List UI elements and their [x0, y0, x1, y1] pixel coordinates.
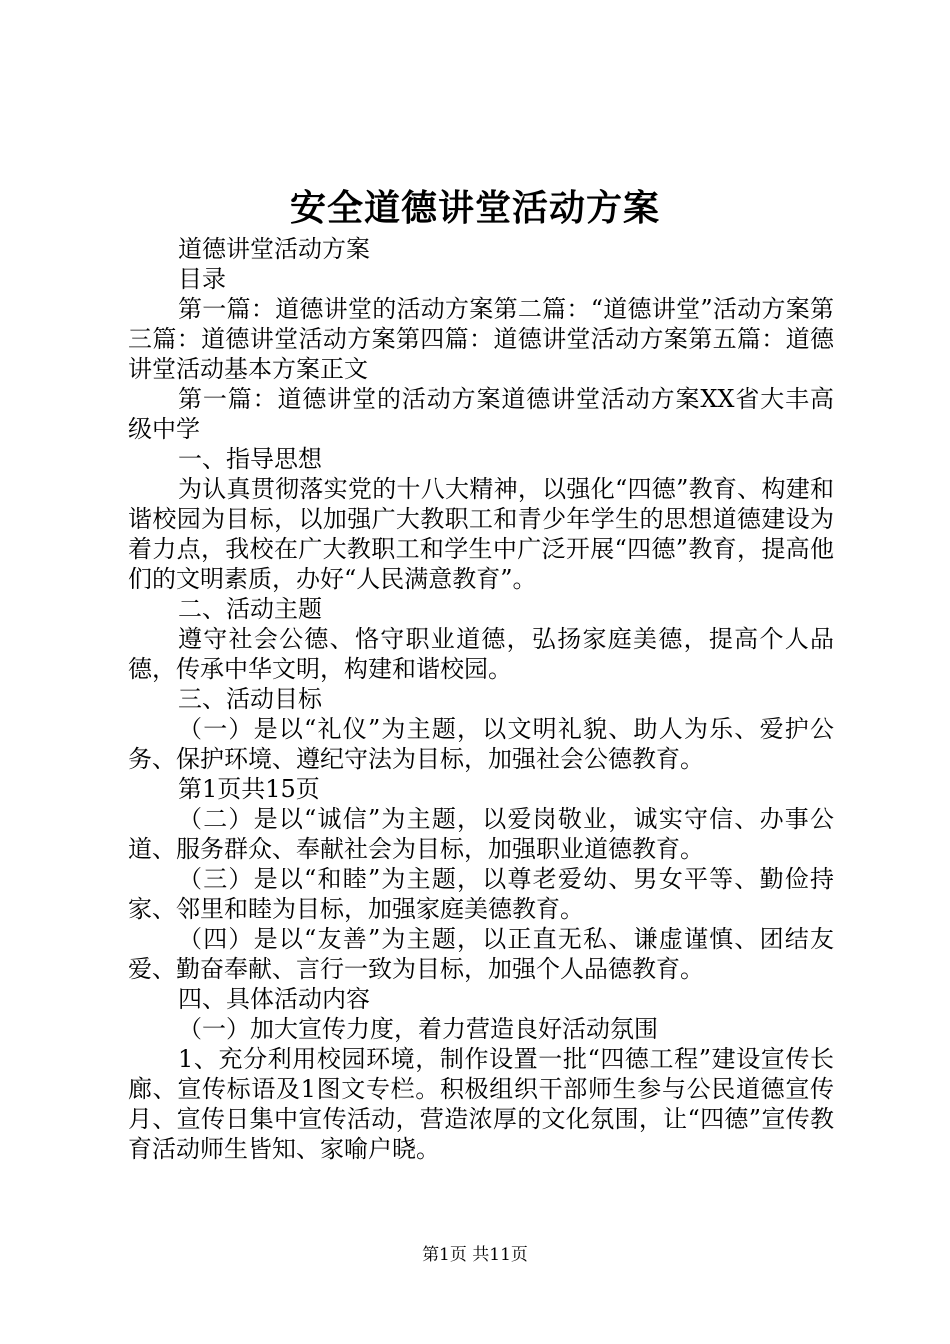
paragraph-goal-4: （四）是以“友善”为主题，以正直无私、谦虚谨慎、团结友爱、勤奋奉献、言行一致为目标，加强个人品德教育。	[128, 925, 834, 983]
heading-activity-theme: 二、活动主题	[178, 595, 322, 623]
heading-guiding-ideology: 一、指导思想	[178, 445, 322, 473]
page-footer: 第1页 共11页	[422, 1245, 528, 1265]
document-title: 安全道德讲堂活动方案	[289, 187, 660, 229]
paragraph-first-article: 第一篇：道德讲堂的活动方案道德讲堂活动方案XX省大丰高级中学	[128, 385, 834, 443]
heading-activity-goals: 三、活动目标	[178, 685, 322, 713]
paragraph-goal-2: （二）是以“诚信”为主题，以爱岗敬业，诚实守信、办事公道、服务群众、奉献社会为目标，加强职业道德教育。	[128, 805, 834, 863]
paragraph-toc-list: 第一篇：道德讲堂的活动方案第二篇：“道德讲堂”活动方案第三篇：道德讲堂活动方案第四篇：道德讲堂活动方案第五篇：道德讲堂活动基本方案正文	[128, 295, 834, 383]
paragraph-goal-1: （一）是以“礼仪”为主题，以文明礼貌、助人为乐、爱护公务、保护环境、遵纪守法为目标，加强社会公德教育。	[128, 715, 834, 773]
heading-publicity: （一）加大宣传力度，着力营造良好活动氛围	[178, 1015, 658, 1043]
document-body	[128, 234, 834, 1164]
paragraph-goal-3: （三）是以“和睦”为主题，以尊老爱幼、男女平等、勤俭持家、邻里和睦为目标，加强家庭美德教育。	[128, 865, 834, 923]
paragraph-toc-heading: 目录	[178, 265, 226, 293]
paragraph-subtitle: 道德讲堂活动方案	[178, 235, 370, 263]
paragraph-publicity-1: 1、充分利用校园环境，制作设置一批“四德工程”建设宣传长廊、宣传标语及1图文专栏。积极组织干部师生参与公民道德宣传月、宣传日集中宣传活动，营造浓厚的文化氛围，让“四德”宣传教育活动师生皆知、家喻户晓。	[128, 1045, 834, 1163]
paragraph-guiding-ideology: 为认真贯彻落实党的十八大精神，以强化“四德”教育、构建和谐校园为目标，以加强广大教职工和青少年学生的思想道德建设为着力点，我校在广大教职工和学生中广泛开展“四德”教育，提高他们的文明素质，办好“人民满意教育”。	[128, 475, 834, 593]
paragraph-activity-theme: 遵守社会公德、恪守职业道德，弘扬家庭美德，提高个人品德，传承中华文明，构建和谐校园。	[128, 625, 834, 683]
paragraph-inline-page-marker: 第1页共15页	[178, 775, 320, 803]
heading-activity-content: 四、具体活动内容	[178, 985, 370, 1013]
